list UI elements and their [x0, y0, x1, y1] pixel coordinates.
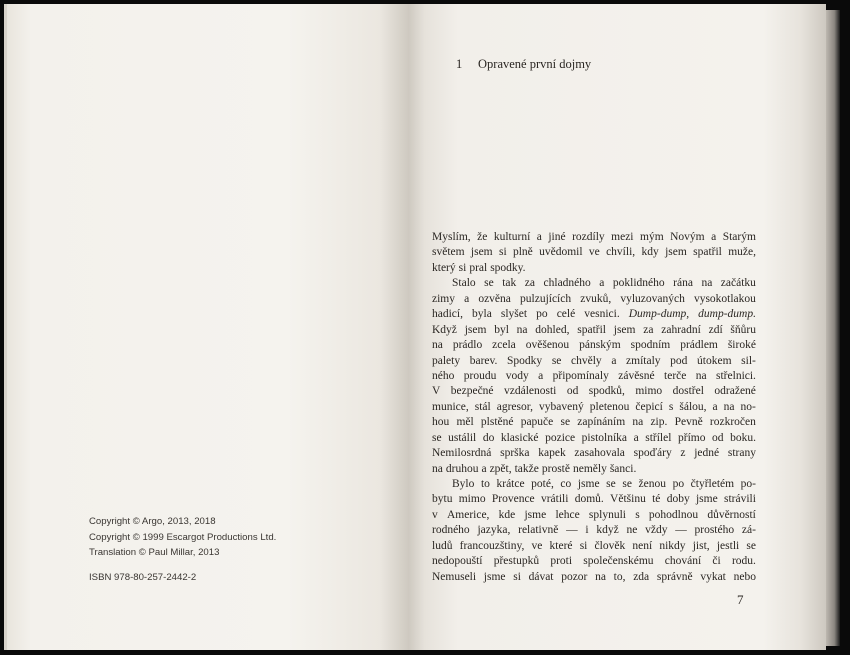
- text-line: Nemuseli jsme si dávat pozor na to, zda správně vykat nebo: [432, 570, 756, 583]
- chapter-title: Opravené první dojmy: [478, 57, 592, 71]
- text-line: Nemilosrdná sprška kapek zasahovala spoďáry z jedné strany: [432, 447, 756, 460]
- text-line: na prádlo zcela ověšenou pánským spodním prádlem široké: [432, 339, 756, 352]
- page-number: 7: [737, 592, 744, 607]
- text-line: nedopouští přestupků proti společenskému chování či rodu.: [432, 555, 756, 568]
- chapter-heading: [456, 57, 591, 72]
- text-line: rodného jazyka, relativně — i když ne vždy — prostého zá-: [432, 524, 756, 537]
- translation-line: Translation © Paul Millar, 2013: [89, 547, 220, 558]
- text-line: bytu mimo Provence vrátili domů. Většinu té doby jsme strávili: [432, 493, 756, 506]
- text-line: světem jsem si plně uvědomil ve chvíli, kdy jsem spatřil muže,: [432, 246, 756, 259]
- copyright-line: Copyright © 1999 Escargot Productions Ltd.: [89, 531, 277, 543]
- text-line: na druhou a zpět, takže prostě neměly šanci.: [432, 462, 637, 475]
- text-line: palety barev. Spodky se chvěly a zmítaly pod útokem sil-: [432, 354, 756, 367]
- page-edge: [826, 10, 840, 646]
- left-page: [4, 4, 408, 650]
- text-line: Myslím, že kulturní a jiné rozdíly mezi mým Novým a Starým: [432, 231, 756, 243]
- text-line: který si pral spodky.: [432, 261, 526, 274]
- isbn: ISBN 978-80-257-2442-2: [89, 571, 197, 583]
- text-line: hou měl plstěné papuče se zapínáním na zip. Pevně rozkročen: [432, 416, 756, 429]
- text-line: hadicí, byla slyšet po celé vesnici. Dump-dump, dump-dump.: [432, 308, 756, 321]
- copyright-block: [89, 514, 276, 585]
- chapter-number: 1: [456, 57, 463, 71]
- text-line: se ustálil do klasické pozice pistolníka a střílel přímo od boku.: [432, 431, 756, 444]
- text-line: zimy a ozvěna pulzujících zvuků, vyluzovaných vysokotlakou: [432, 292, 756, 305]
- text-line: v Americe, kde jsme lehce splynuli s pohodlnou důvěrností: [432, 508, 756, 521]
- text-line: Stalo se tak za chladného a poklidného rána na začátku: [452, 277, 756, 290]
- text-line: Když jsem byl na dohled, spatřil jsem za zahradní zdí šňůru: [432, 323, 756, 336]
- body-text: [432, 230, 756, 585]
- open-book: [4, 4, 840, 650]
- copyright-line: Copyright © Argo, 2013, 2018: [89, 516, 216, 527]
- text-line: V bezpečné vzdálenosti od spodků, mimo dostřel odražené: [432, 385, 756, 398]
- text-line: ného proudu vody a připomínaly závěsné terče na střelnici.: [432, 369, 756, 382]
- text-line: Bylo to krátce poté, co jsme se se ženou po čtyřletém po-: [452, 478, 756, 490]
- text-line: ludů francouzštiny, ve které si člověk není nikdy jist, jestli se: [432, 539, 756, 552]
- text-line: munice, stál agresor, vybavený pletenou čepicí s šálou, a na no-: [432, 400, 756, 413]
